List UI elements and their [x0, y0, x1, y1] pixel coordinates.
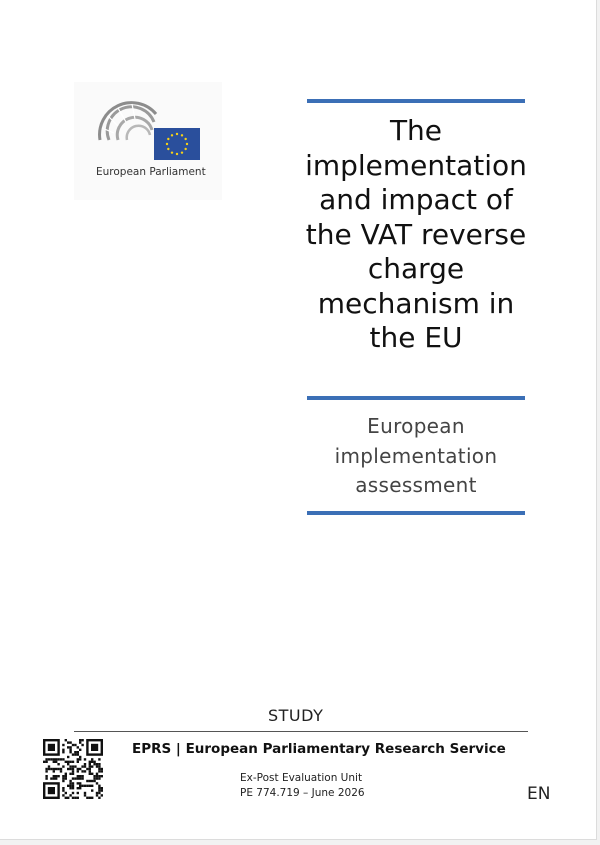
eu-star-icon	[176, 133, 178, 135]
subtitle-bottom-rule	[307, 511, 525, 515]
parliament-hemicycle-icon	[74, 82, 222, 200]
eu-star-icon	[181, 134, 183, 136]
language-code: EN	[527, 784, 551, 804]
eu-star-icon	[166, 143, 168, 145]
document-subtitle: European implementation assessment	[334, 414, 498, 497]
study-label: STUDY	[268, 706, 324, 725]
european-parliament-logo	[74, 82, 222, 200]
eu-star-icon	[184, 138, 186, 140]
eu-star-icon	[171, 134, 173, 136]
eu-star-icon	[167, 148, 169, 150]
eprs-service-name: EPRS | European Parliamentary Research Service	[132, 741, 506, 757]
eu-star-icon	[171, 151, 173, 153]
evaluation-unit: Ex-Post Evaluation Unit	[240, 772, 363, 784]
eu-star-icon	[167, 138, 169, 140]
footer-divider	[74, 731, 528, 732]
eu-star-icon	[186, 143, 188, 145]
eu-star-icon	[176, 153, 178, 155]
document-title: The implementation and impact of the VAT reverse charge mechanism in the EU	[305, 114, 527, 354]
eu-star-icon	[181, 151, 183, 153]
eu-star-icon	[184, 148, 186, 150]
document-reference: PE 774.719 – June 2026	[240, 787, 365, 799]
qr-code-icon	[43, 739, 103, 799]
logo-text: European Parliament	[96, 166, 206, 178]
title-top-rule	[307, 99, 525, 103]
title-bottom-rule	[307, 396, 525, 400]
